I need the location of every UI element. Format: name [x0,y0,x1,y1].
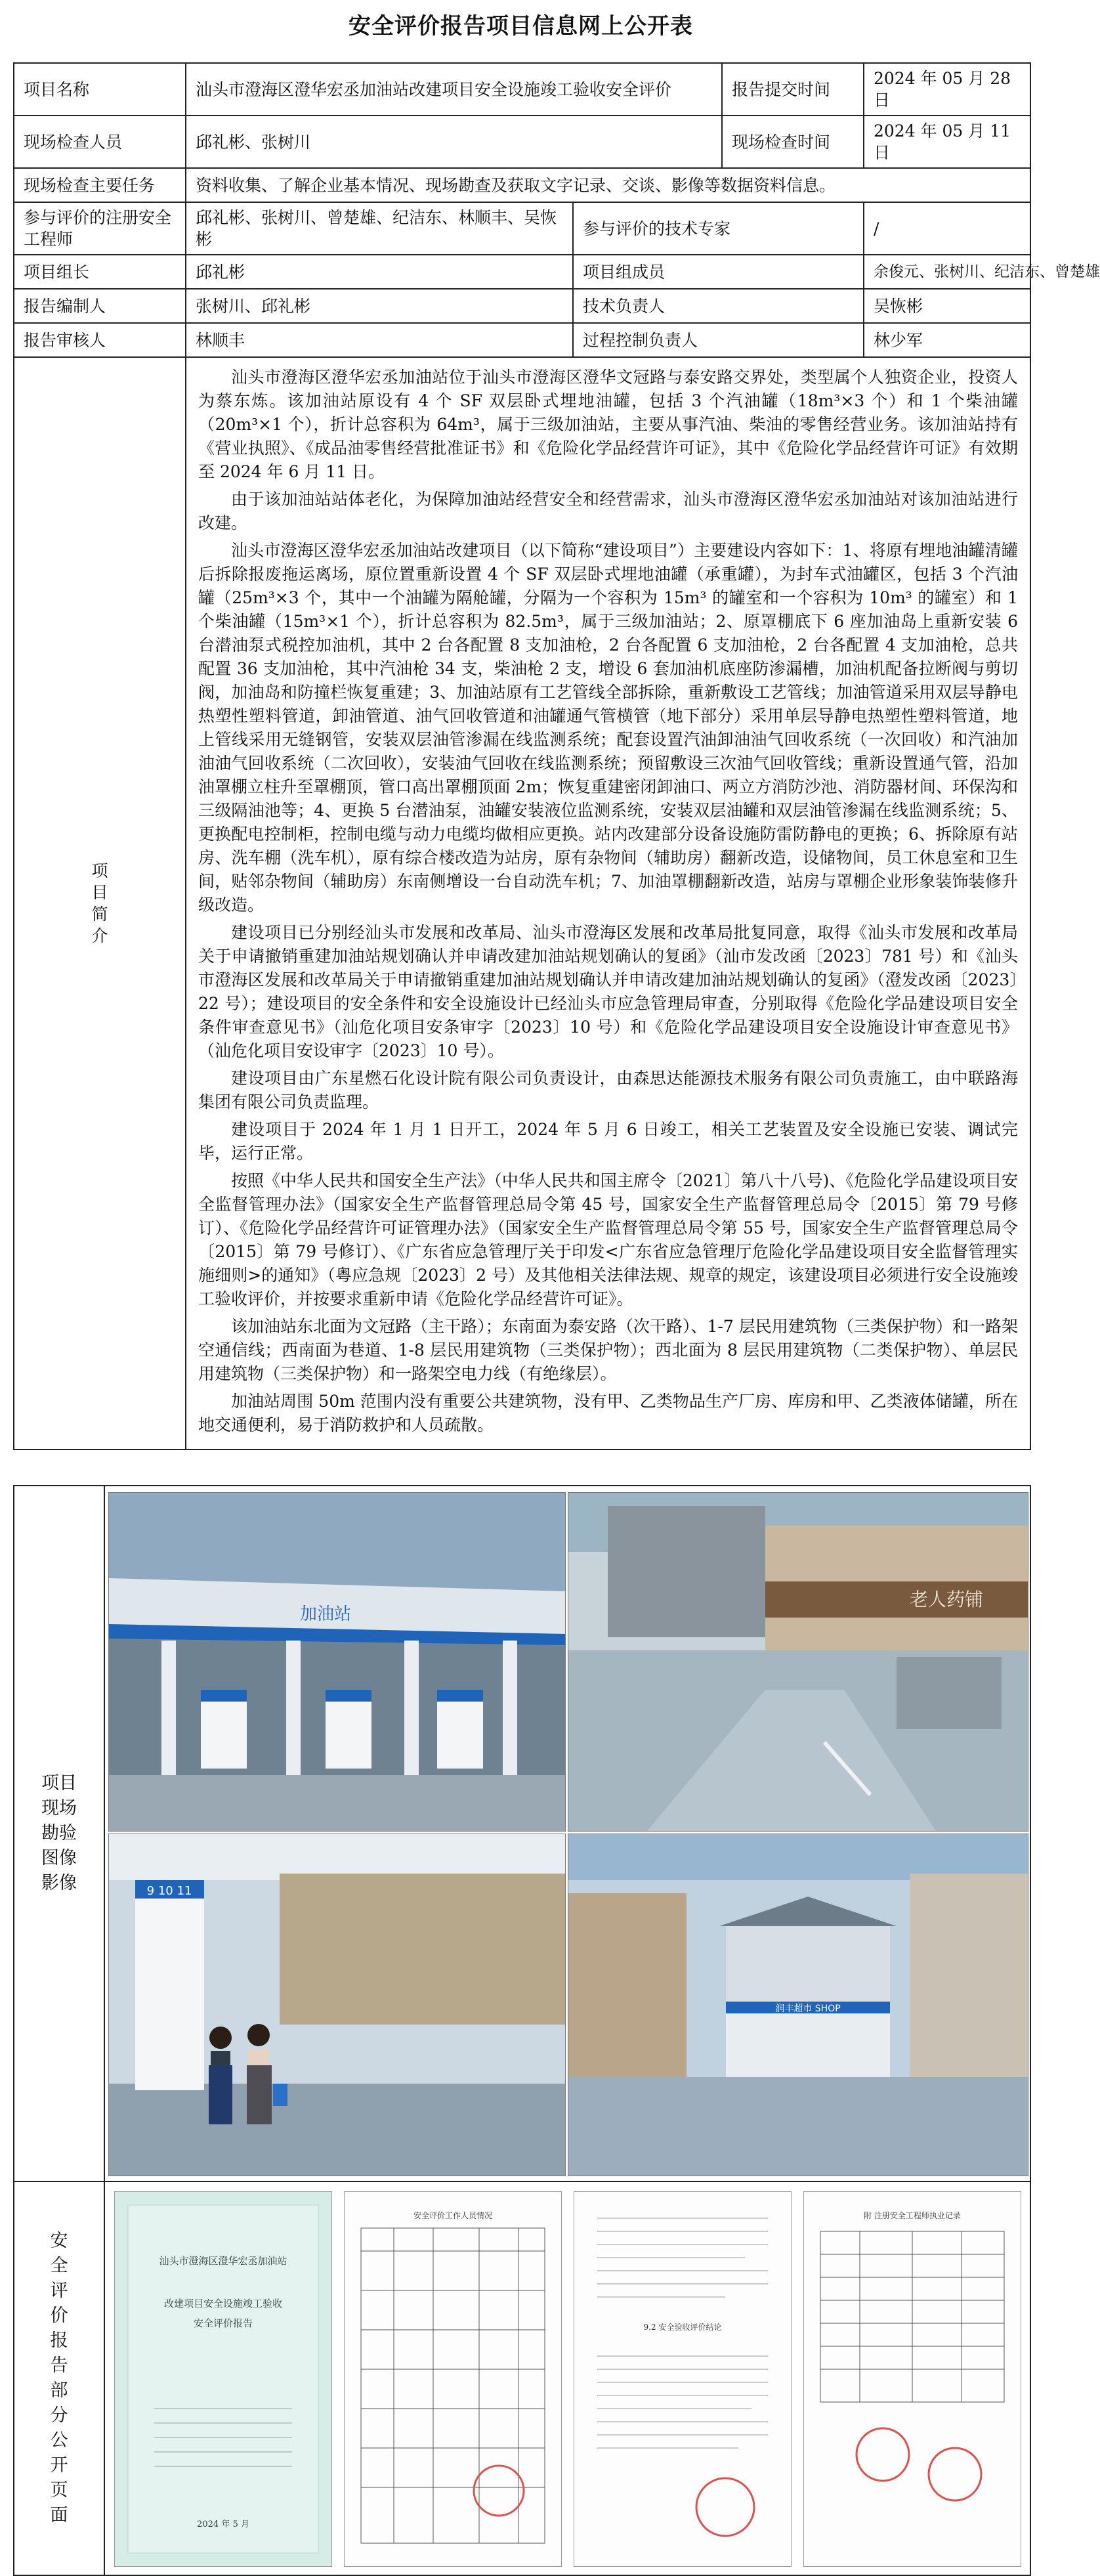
summary-paragraph: 汕头市澄海区澄华宏丞加油站位于汕头市澄海区澄华文冠路与泰安路交界处，类型属个人独资企业，投资人为蔡东炼。该加油站原设有 4 个 SF 双层卧式埋地油罐，包括 3 个汽油罐（18m³×3 个）和 1 个柴油罐（20m³×1 个），折计总容积为 64m³，属于三级加油站，主要从事汽油、柴油的零售经营业务。该加油站持有《营业执照》、《成品油零售经营批准证书》和《危险化学品经营许可证》，其中《危险化学品经营许可证》有效期至 2024 年 6 月 11 日。 [198,368,1018,481]
pump-number: 9 10 11 [146,1884,192,1898]
pumps-image [109,1834,565,2176]
process-lead-value: 林少军 [864,323,1030,357]
shop-sign: 老人药铺 [910,1589,984,1610]
experts-label: 参与评价的技术专家 [573,202,864,255]
docs-label: 安全评价报告部分公开页面 [14,2181,104,2575]
process-lead-label: 过程控制负责人 [573,323,864,357]
photos-label: 项目现场勘验图像影像 [14,1486,104,2181]
summary-paragraph: 建设项目由广东星燃石化设计院有限公司负责设计，由森思达能源技术服务有限公司负责施工，由中联路海集团有限公司负责监理。 [198,1069,1018,1111]
docs-cell [104,2181,1030,2575]
inspectors-value: 邱礼彬、张树川 [186,116,722,168]
street-image [568,1493,1028,1831]
doc-cover [114,2191,332,2567]
reviewer-value: 林顺丰 [186,323,573,357]
cover-title-2: 安全评价报告 [193,2317,253,2329]
inspectors-label: 现场检查人员 [14,116,186,168]
tasks-label: 现场检查主要任务 [14,168,186,202]
doc-engineer-record [803,2191,1021,2567]
writers-label: 报告编制人 [14,289,186,323]
members-label: 项目组成员 [573,255,864,289]
summary-paragraph: 建设项目于 2024 年 1 月 1 日开工，2024 年 5 月 6 日竣工，相关工艺装置及安全设施已安装、调试完毕，运行正常。 [198,1120,1018,1163]
cover-title-1: 改建项目安全设施竣工验收 [163,2298,283,2309]
summary-paragraph: 加油站周围 50m 范围内没有重要公共建筑物，没有甲、乙类物品生产厂房、库房和甲、乙类液体储罐，所在地交通便利，易于消防救护和人员疏散。 [198,1392,1018,1434]
engineers-label: 参与评价的注册安全工程师 [14,202,186,255]
info-row-inspectors [14,116,1030,168]
inspect-time-label: 现场检查时间 [722,116,864,168]
page-title: 安全评价报告项目信息网上公开表 [349,13,693,39]
staff-table-image [345,2192,561,2566]
summary-text [186,357,1030,1449]
info-row-tasks [14,168,1030,202]
info-row-leader [14,255,1030,289]
cover-date: 2024 年 5 月 [197,2520,249,2529]
leader-label: 项目组长 [14,255,186,289]
photo-pumps [108,1834,566,2176]
summary-paragraph: 建设项目已分别经汕头市发展和改革局、汕头市澄海区发展和改革局批复同意，取得《汕头市发展和改革局关于申请撤销重建加油站规划确认并申请改建加油站规划确认的复函》（汕市发改函〔2023〕781 号）和《汕头市澄海区发展和改革局关于申请撤销重建加油站规划确认并申请改建加油站规划确认的复函》（澄发改函〔2023〕22 号）；建设项目的安全条件和安全设施设计已经汕头市应急管理局审查，分别取得《危险化学品建设项目安全条件审查意见书》（汕危化项目安条审字〔2023〕10 号）和《危险化学品建设项目安全设施设计审查意见书》（汕危化项目安设审字〔2023〕10 号）。 [198,923,1018,1060]
info-row-reviewer [14,323,1030,357]
photo-canopy [108,1492,566,1832]
writers-value: 张树川、邱礼彬 [186,289,573,323]
conclusion-heading: 9.2 安全验收评价结论 [643,2323,722,2332]
canopy-image [109,1493,565,1831]
cover-image [115,2192,331,2566]
media-table [13,1485,1031,2576]
engineer-record-heading: 附 注册安全工程师执业记录 [864,2211,961,2220]
project-name-value: 汕头市澄海区澄华宏丞加油站改建项目安全设施竣工验收安全评价 [186,63,722,116]
reviewer-label: 报告审核人 [14,323,186,357]
photo-grid [105,1489,1030,2178]
conclusion-image [574,2192,791,2566]
info-row-summary [14,357,1030,1449]
summary-paragraph: 该加油站东北面为文冠路（主干路）；东南面为泰安路（次干路）、1-7 层民用建筑物（三类保护物）和一路架空通信线；西南面为巷道、1-8 层民用建筑物（三类保护物）；西北面为 8 层民用建筑物（二类保护物）、单层民用建筑物（三类保护物）和一路架空电力线（有绝缘层）。 [198,1317,1018,1383]
photo-building [568,1834,1028,2176]
engineer-record-image [804,2192,1021,2566]
leader-value: 邱礼彬 [186,255,573,289]
info-row-project [14,63,1030,116]
cover-org: 汕头市澄海区澄华宏丞加油站 [159,2255,287,2267]
tech-lead-value: 吴恢彬 [864,289,1030,323]
canopy-sign: 加油站 [299,1604,352,1624]
photos-row [14,1486,1030,2181]
summary-paragraph: 由于该加油站站体老化，为保障加油站经营安全和经营需求，汕头市澄海区澄华宏丞加油站对该加油站进行改建。 [198,490,1018,532]
doc-grid [105,2185,1030,2572]
submit-time-value: 2024 年 05 月 28 日 [864,63,1030,116]
summary-label: 项目简介 [14,357,186,1449]
info-table [13,62,1100,1450]
docs-row [14,2181,1030,2575]
submit-time-label: 报告提交时间 [722,63,864,116]
tech-lead-label: 技术负责人 [573,289,864,323]
tasks-value: 资料收集、了解企业基本情况、现场勘查及获取文字记录、交谈、影像等数据资料信息。 [186,168,1030,202]
doc-conclusion [574,2191,792,2567]
info-row-writers [14,289,1030,323]
photos-cell [104,1486,1030,2181]
summary-paragraph: 汕头市澄海区澄华宏丞加油站改建项目（以下简称“建设项目”）主要建设内容如下：1、将原有埋地油罐清罐后拆除报废拖运离场，原位置重新设置 4 个 SF 双层卧式埋地油罐（承重罐），为封车式油罐区，包括 3 个汽油罐（25m³×3 个，其中一个油罐为隔舱罐，分隔为一个容积为 15m³ 的罐室和一个容积为 10m³ 的罐室）和 1 个柴油罐（15m³×1 个），折计总容积为 82.5m³，属于三级加油站；2、原罩棚底下 6 座加油岛上重新安装 6 台潜油泵式税控加油机，其中 2 台各配置 8 支加油枪，2 台各配置 6 支加油枪，2 台各配置 4 支加油枪，总共配置 36 支加油枪，其中汽油枪 34 支，柴油枪 2 支，增设 6 套加油机底座防渗漏槽，加油机配备拉断阀与剪切阀，加油岛和防撞栏恢复重建；3、加油站原有工艺管线全部拆除，重新敷设工艺管线；加油管道采用双层导静电热塑性塑料管道，卸油管道、油气回收管道和油罐通气管横管（地下部分）采用单层导静电热塑性塑料管道，地上管线采用无缝钢管，安装双层油管渗漏在线监测系统；配套设置汽油卸油油气回收系统（一次回收）和汽油加油油气回收系统（二次回收），安装油气回收在线监测系统；预留敷设三次油气回收管线；重新设置通气管，沿加油罩棚立柱升至罩棚顶，管口高出罩棚顶面 2m；恢复重建密闭卸油口、两立方消防沙池、消防器材间、环保沟和三级隔油池等；4、更换 5 台潜油泵，油罐安装液位监测系统，安装双层油罐和双层油管渗漏在线监测系统；5、更换配电控制柜，控制电缆与动力电缆均做相应更换。站内改建部分设备设施防雷防静电的更换；6、拆除原有站房、洗车棚（洗车机），原有综合楼改造为站房，原有杂物间（辅助房）翻新改造，设储物间，员工休息室和卫生间，贴邻杂物间（辅助房）东南侧增设一台自动洗车机；7、加油罩棚翻新改造，站房与罩棚企业形象装饰装修升级改造。 [198,541,1018,914]
summary-paragraph: 按照《中华人民共和国安全生产法》（中华人民共和国主席令〔2021〕第八十八号)、《危险化学品建设项目安全监督管理办法》（国家安全生产监督管理总局令第 45 号，国家安全生产监督管理总局令〔2015〕第 79 号修订）、《危险化学品经营许可证管理办法》（国家安全生产监督管理总局令第 55 号，国家安全生产监督管理总局令〔2015〕第 79 号修订）、《广东省应急管理厅关于印发<广东省应急管理厅危险化学品建设项目安全监督管理实施细则>的通知》（粤应急规〔2023〕2 号）及其他相关法律法规、规章的规定，该建设项目必须进行安全设施竣工验收评价，并按要求重新申请《危险化学品经营许可证》。 [198,1171,1018,1308]
info-row-engineers [14,202,1030,255]
store-sign: 润丰超市 SHOP [775,2004,841,2014]
staff-table-title: 安全评价工作人员情况 [413,2211,493,2220]
members-value: 余俊元、张树川、纪洁东、曾楚雄 [864,255,1030,289]
experts-value: / [864,202,1030,255]
building-image [568,1834,1028,2176]
inspect-time-value: 2024 年 05 月 11 日 [864,116,1030,168]
photo-street [568,1492,1028,1832]
engineers-value: 邱礼彬、张树川、曾楚雄、纪洁东、林顺丰、吴恢彬 [186,202,573,255]
project-name-label: 项目名称 [14,63,186,116]
doc-staff-table [344,2191,562,2567]
